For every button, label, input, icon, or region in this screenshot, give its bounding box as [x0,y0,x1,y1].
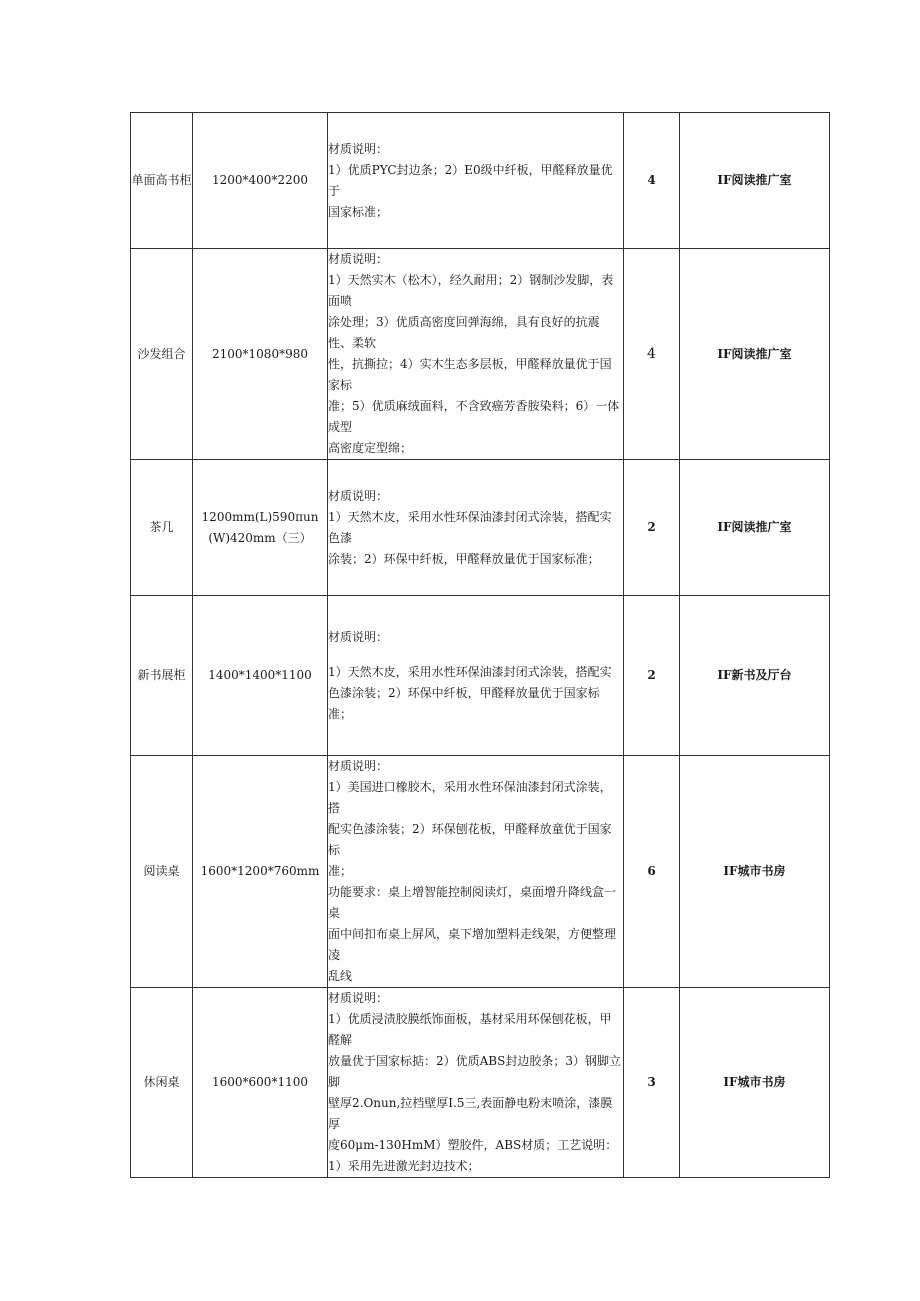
description-line: 1）天然木皮，采用水性环保油漆封闭式涂装，搭配实色漆 [328,509,612,545]
description-line: 材质说明： [328,991,389,1005]
item-size: 1200*400*2200 [193,113,328,249]
description-line: 1）采用先进激光封边技术； [328,1159,480,1173]
description-line: 配实色漆涂装；2）环保刨花板，甲醛释放童优于国家标 [328,822,612,857]
description-line: 材质说明： [328,629,389,644]
item-size: 1200mm(L)590πun(W)420mm（三） [193,460,328,596]
item-name: 休闲桌 [131,988,193,1178]
description-line: 国家标准； [328,204,389,219]
table-row [131,460,830,596]
description-line: 1）优质PYC封边条；2）E0级中纤板，甲醛释放量优于 [328,162,613,198]
description-line: 材质说明： [328,141,389,156]
description-line: 材质说明： [328,252,389,266]
item-name: 单面高书柜 [131,113,193,249]
item-location: IF阅读推广室 [680,113,830,249]
description-line: 1）优质浸渍胶膜纸饰面板，基材采用环保刨花板，甲醛解 [328,1012,612,1047]
item-location: IF城市书房 [680,988,830,1178]
item-description [328,113,624,249]
description-line: 材质说明： [328,488,389,503]
item-quantity: 4 [624,113,680,249]
item-size: 2100*1080*980 [193,249,328,460]
item-quantity: 2 [624,596,680,756]
item-size: 1400*1400*1100 [193,596,328,756]
furniture-spec-table [130,112,830,1178]
description-line: 准； [328,864,353,878]
description-line: 材质说明： [328,759,389,773]
item-quantity: 3 [624,988,680,1178]
item-location: IF阅读推广室 [680,249,830,460]
item-quantity: 2 [624,460,680,596]
table-row [131,988,830,1178]
description-line: 1）天然实木（松木），经久耐用；2）钢制沙发脚，表面喷 [328,273,614,308]
description-line: 色漆涂装；2）环保中纤板，甲醛释放量优于国家标准； [328,685,600,721]
item-name: 茶几 [131,460,193,596]
item-name: 沙发组合 [131,249,193,460]
description-line [328,648,623,662]
description-line: 壁厚2.Onun,拉档壁厚I.5三,表面静电粉末喷涂，漆膜厚 [328,1096,613,1131]
description-line: 功能要求：桌上增智能控制阅读灯，桌面增升降线盒一桌 [328,885,617,920]
description-line: 涂装；2）环保中纤板，甲醛释放量优于国家标准； [328,551,600,566]
item-description [328,460,624,596]
description-line: 面中间扣布桌上屏风，桌下增加塑料走线架，方便整理凌 [328,927,617,962]
item-size: 1600*600*1100 [193,988,328,1178]
table-row [131,113,830,249]
item-quantity: 4 [624,249,680,460]
table-row [131,249,830,460]
description-line: 度60μm-130HmM）塑胶件，ABS材质；工艺说明： [328,1138,618,1152]
description-line: 涂处理；3）优质高密度回弹海绵，具有良好的抗震性、柔软 [328,315,600,350]
item-location: IF城市书房 [680,756,830,988]
item-quantity: 6 [624,756,680,988]
table-row [131,596,830,756]
description-line: 性，抗撕拉；4）实木生态多层板，甲醛释放量优于国家标 [328,357,612,392]
item-location: IF阅读推广室 [680,460,830,596]
description-line: 高密度定型绵； [328,441,413,455]
item-description [328,756,624,988]
item-description [328,596,624,756]
item-name: 新书展柜 [131,596,193,756]
description-line: 1）天然木皮，采用水性环保油漆封闭式涂装，搭配实 [328,664,612,679]
description-line: 1）美国进口橡胶木，采用水性环保油漆封闭式涂装，搭 [328,780,612,815]
description-line: 乱线 [328,969,353,983]
item-description [328,988,624,1178]
description-line: 放量优于国家标掂：2）优质ABS封边胶条；3）钢脚立脚 [328,1054,621,1089]
item-description [328,249,624,460]
table-row [131,756,830,988]
item-size: 1600*1200*760mm [193,756,328,988]
item-location: IF新书及厅台 [680,596,830,756]
table-body [131,113,830,1178]
item-name: 阅读桌 [131,756,193,988]
description-line: 准；5）优质麻绒面料，不含致癌芳香胺染料；6）一体成型 [328,399,620,434]
